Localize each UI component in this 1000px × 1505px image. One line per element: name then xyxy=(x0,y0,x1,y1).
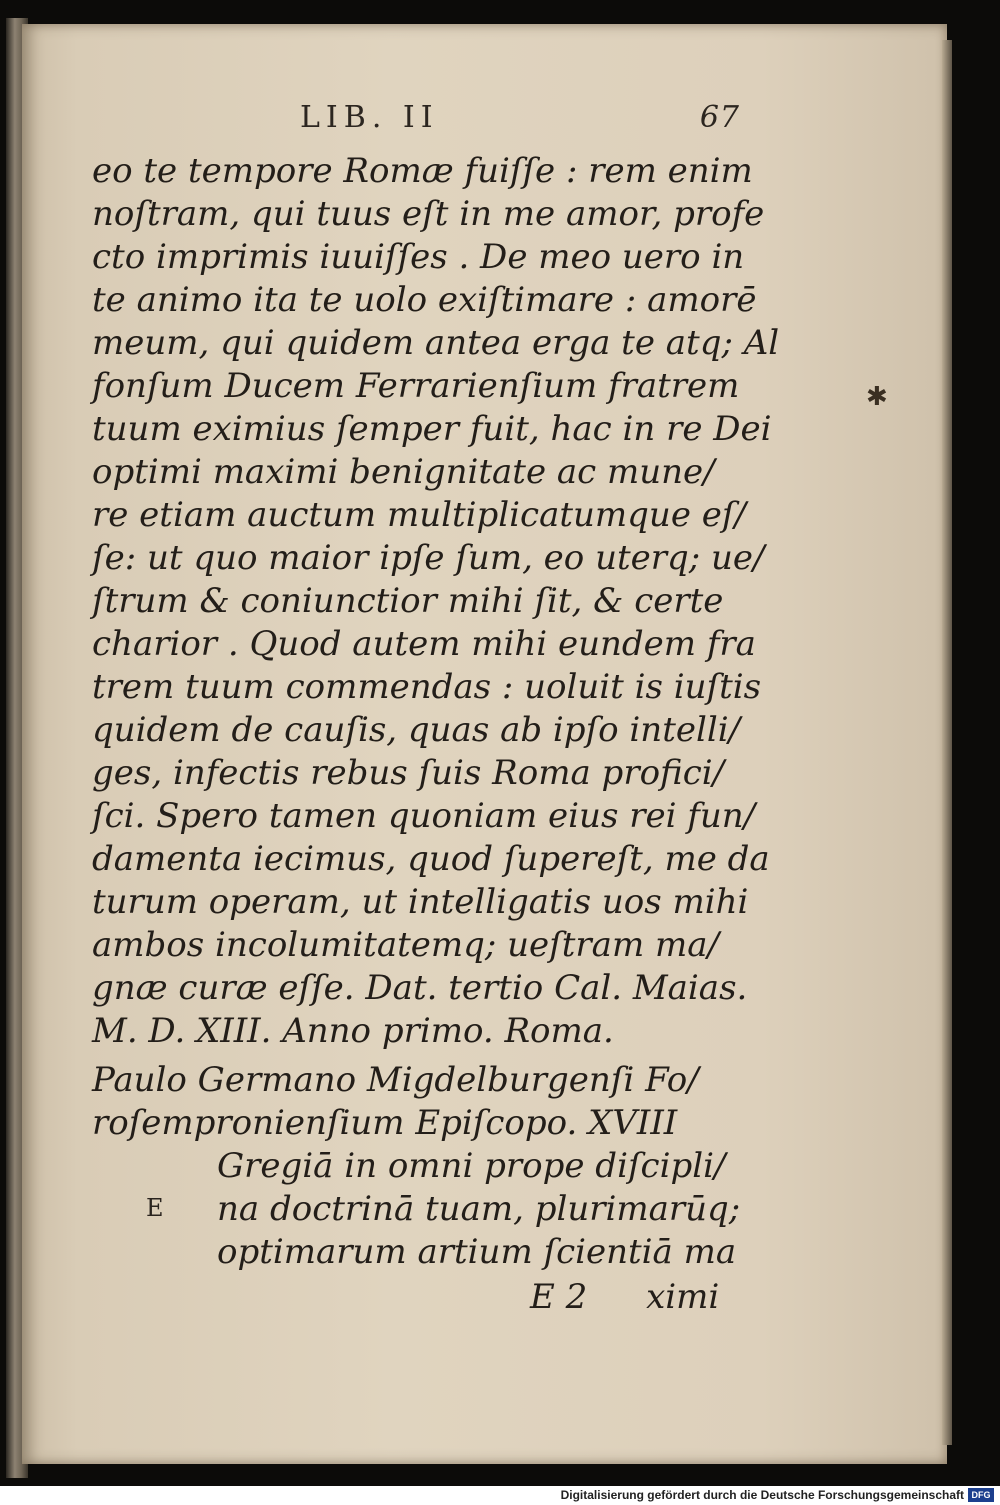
text-line: ſtrum & coniunctior mihi ſit, & certe xyxy=(92,581,724,621)
text-line: cto imprimis iuuiſſes . De meo uero in xyxy=(92,237,745,277)
initial-letter-guide: E xyxy=(146,1194,164,1222)
text-line: trem tuum commendas : uoluit is iuſtis xyxy=(92,667,762,707)
signature-mark: E 2 xyxy=(530,1277,588,1317)
running-head-title: LIB. II xyxy=(300,100,439,135)
text-line: re etiam auctum multiplicatumque eſ/ xyxy=(92,495,746,535)
text-line: ges, infectis rebus ſuis Roma profici/ xyxy=(92,753,725,793)
text-line: charior . Quod autem mihi eundem fra xyxy=(92,624,756,664)
footer-bar xyxy=(0,1486,1000,1505)
text-line: turum operam, ut intelligatis uos mihi xyxy=(92,882,749,922)
footer-credit: Digitalisierung gefördert durch die Deutsche Forschungsgemeinschaft xyxy=(560,1488,964,1502)
text-line: noſtram, qui tuus eſt in me amor, profe xyxy=(92,194,765,234)
text-line: ambos incolumitatemq; ueſtram ma/ xyxy=(92,925,719,965)
catchword: ximi xyxy=(646,1277,720,1317)
text-line: fonſum Ducem Ferrarienſium fratrem xyxy=(92,366,740,406)
text-line: tuum eximius ſemper fuit, hac in re Dei xyxy=(92,409,772,449)
running-head xyxy=(300,100,740,144)
text-block xyxy=(92,150,780,1274)
text-line: damenta iecimus, quod ſupereſt, me da xyxy=(92,839,770,879)
text-line: gnæ curæ eſſe. Dat. tertio Cal. Maias. xyxy=(92,968,748,1008)
new-letter-line: optimarum artium ſcientiā ma xyxy=(217,1232,737,1272)
text-line: ſe: ut quo maior ipſe ſum, eo uterq; ue/ xyxy=(92,538,765,578)
salutation-line: Paulo Germano Migdelburgenſi Fo/ xyxy=(92,1060,699,1100)
new-letter-line: na doctrinā tuam, plurimarūq; xyxy=(217,1189,741,1229)
margin-ink-spot: ✱ xyxy=(866,382,888,412)
catchword-line xyxy=(530,1277,719,1317)
dfg-logo: DFG xyxy=(968,1488,994,1502)
page-edge-right xyxy=(942,40,952,1445)
dateline: M. D. XIII. Anno primo. Roma. xyxy=(92,1011,614,1051)
text-line: meum, qui quidem antea erga te atq; Al xyxy=(92,323,780,363)
text-line: optimi maximi benignitate ac mune/ xyxy=(92,452,715,492)
text-line: te animo ita te uolo exiſtimare : amorē xyxy=(92,280,757,320)
text-line: eo te tempore Romæ fuiſſe : rem enim xyxy=(92,151,753,191)
text-line: ſci. Spero tamen quoniam eius rei fun/ xyxy=(92,796,756,836)
new-letter-line: Gregiā in omni prope diſcipli/ xyxy=(217,1146,726,1186)
salutation-line: roſempronienſium Epiſcopo. XVIII xyxy=(92,1103,678,1143)
text-line: quidem de cauſis, quas ab ipſo intelli/ xyxy=(92,710,741,750)
page-number: 67 xyxy=(699,100,740,135)
